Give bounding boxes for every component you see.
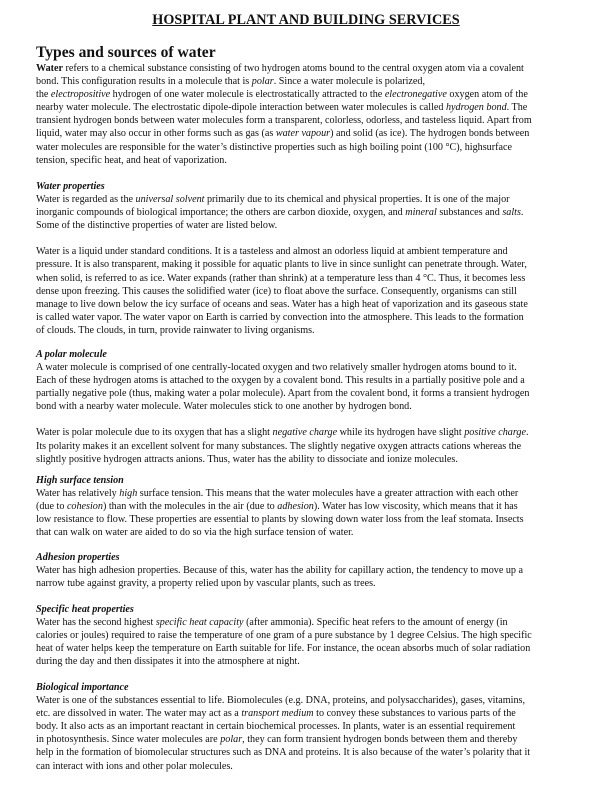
text-line: Water is one of the substances essential to life. Biomolecules (e.g. DNA, proteins, and polysaccharides), gases, vitamins,	[36, 695, 525, 707]
text-line: A water molecule is comprised of one centrally-located oxygen and two relatively smaller hydrogen atoms bound to it.	[36, 362, 517, 374]
paragraph	[36, 193, 584, 232]
text-line: bond. This configuration results in a molecule that is polar. Since a water molecule is polarized,	[36, 76, 425, 88]
paragraph	[36, 487, 584, 539]
section-adhesion-properties	[36, 551, 584, 590]
text-line: that can walk on water are aided to do so via the high surface tension of water.	[36, 527, 354, 539]
paragraph	[36, 564, 584, 590]
text-line: body. It also acts as an important reactant in certain biochemical processes. In plants, water is an essential requirement	[36, 721, 516, 733]
section-heading: High surface tension	[36, 475, 124, 486]
text-line: dense upon freezing. This causes the solidified water (ice) to float above the surface. Consequently, organisms can still	[36, 285, 517, 297]
text-line: help in the formation of biomolecular structures such as DNA and proteins. It is also because of the water’s polarity that it	[36, 747, 531, 759]
section-heading: Water properties	[36, 181, 105, 192]
text-line: during the day and then dissipates it into the atmosphere at night.	[36, 656, 300, 668]
section-high-surface-tension	[36, 474, 584, 539]
section-heading: Biological importance	[36, 682, 129, 693]
section-water-properties	[36, 180, 584, 337]
text-line: low resistance to flow. These properties are essential to plants by slowing down water loss from the leaf stomata. Insects	[36, 514, 524, 526]
text-line: the electropositive hydrogen of one water molecule is electrostatically attracted to the electronegative oxygen atom of the	[36, 89, 528, 101]
text-line: can interact with ions and other polar molecules.	[36, 760, 233, 772]
section-heading: Adhesion properties	[36, 552, 120, 563]
text-line: bond with a nearby water molecule. Water molecules stick to one another by hydrogen bond.	[36, 401, 412, 413]
text-line: inorganic compounds of biological importance; the others are carbon dioxide, oxygen, and mineral substances and salts.	[36, 207, 524, 219]
text-line: in photosynthesis. Since water molecules are polar, they can form transient hydrogen bonds between them and thereby	[36, 734, 518, 746]
text-line: calories or joules) required to raise the temperature of one gram of a pure substance by 1 degree Celsius. The high specific	[36, 630, 532, 642]
text-line: narrow tube against gravity, a property relied upon by vascular plants, such as trees.	[36, 578, 376, 590]
paragraph	[36, 426, 584, 465]
text-line: liquid, water may also occur in other forms such as gas (as water vapour) and solid (as ice). The hydrogen bonds between	[36, 128, 530, 140]
intro-paragraph	[36, 62, 584, 167]
text-line: (due to cohesion) than with the molecules in the air (due to adhesion). Water has low viscosity, which means that it has	[36, 501, 518, 513]
text-line: of clouds. The clouds, in turn, provide rainwater to living organisms.	[36, 324, 315, 336]
text-line: Some of the distinctive properties of water are listed below.	[36, 220, 278, 232]
text-line: nearby water molecule. The electrostatic dipole-dipole interaction between water molecules is called hydrogen bond. The	[36, 102, 528, 114]
text-line: Water is a liquid under standard conditions. It is a tasteless and almost an odorless liquid at ambient temperature and	[36, 246, 508, 258]
section-specific-heat-properties	[36, 603, 584, 668]
text-line: manage to live down below the icy surface of oceans and seas. Water has a high heat of vaporization and its gaseous state	[36, 298, 528, 310]
text-line: Water has high adhesion properties. Because of this, water has the ability for capillary action, the tendency to move up a	[36, 565, 523, 577]
text-line: Its polarity makes it an excellent solvent for many substances. The slightly negative oxygen attracts cations whereas the	[36, 440, 522, 452]
text-line: Water is polar molecule due to its oxygen that has a slight negative charge while its hydrogen have slight positive charge.	[36, 427, 529, 439]
text-line: etc. are dissolved in water. The water may act as a transport medium to convey these substances to various parts of the	[36, 708, 516, 720]
text-line: heat of water helps keep the temperature on Earth suitable for life. For instance, the ocean absorbs much of solar radiation	[36, 643, 531, 655]
paragraph	[36, 694, 584, 773]
text-line: Water has relatively high surface tension. This means that the water molecules have a greater attraction with each other	[36, 488, 519, 500]
text-line: Water is regarded as the universal solvent primarily due to its chemical and physical properties. It is one of the major	[36, 194, 510, 206]
text-line: slightly positive hydrogen attracts anions. Thus, water has the ability to dissociate and ionize molecules.	[36, 453, 458, 465]
text-line: transient hydrogen bonds between water molecules form a transparent, colorless, odorless, and tasteless liquid. Apart from	[36, 115, 532, 127]
text-line: partially negative pole (thus, making water a polar molecule). Apart from the covalent bond, it forms a transient hydrogen	[36, 388, 530, 400]
text-line: Water has the second highest specific heat capacity (after ammonia). Specific heat refers to the amount of energy (in	[36, 617, 508, 629]
section-biological-importance	[36, 681, 584, 773]
text-line: Water refers to a chemical substance consisting of two hydrogen atoms bound to the central oxygen atom via a covalent	[36, 63, 524, 74]
section-heading: Specific heat properties	[36, 604, 134, 615]
section-heading: A polar molecule	[36, 349, 107, 360]
text-line: tension, specific heat, and heat of vaporization.	[36, 154, 227, 166]
text-line: pressure. It is also transparent, making it possible for aquatic plants to live in since sunlight can penetrate through. Water,	[36, 259, 527, 271]
text-line: when solid, is referred to as ice. Water expands (rather than shrink) at a temperature less than 4 °C. Thus, it becomes less	[36, 272, 526, 284]
paragraph	[36, 616, 584, 668]
paragraph	[36, 361, 584, 413]
text-line: Each of these hydrogen atoms is attached to the oxygen by a covalent bond. This results in a partially positive pole and a	[36, 375, 525, 387]
paragraph	[36, 245, 584, 337]
main-heading: Types and sources of water	[36, 44, 216, 61]
text-line: is called water vapor. The water vapor on Earth is carried by convection into the atmosphere. This leads to the formation	[36, 311, 524, 323]
page-title: HOSPITAL PLANT AND BUILDING SERVICES	[152, 12, 460, 28]
text-line: water molecules are responsible for the water’s distinctive properties such as high boiling point (100 °C), highsurface	[36, 141, 512, 153]
section-a-polar-molecule	[36, 348, 584, 466]
